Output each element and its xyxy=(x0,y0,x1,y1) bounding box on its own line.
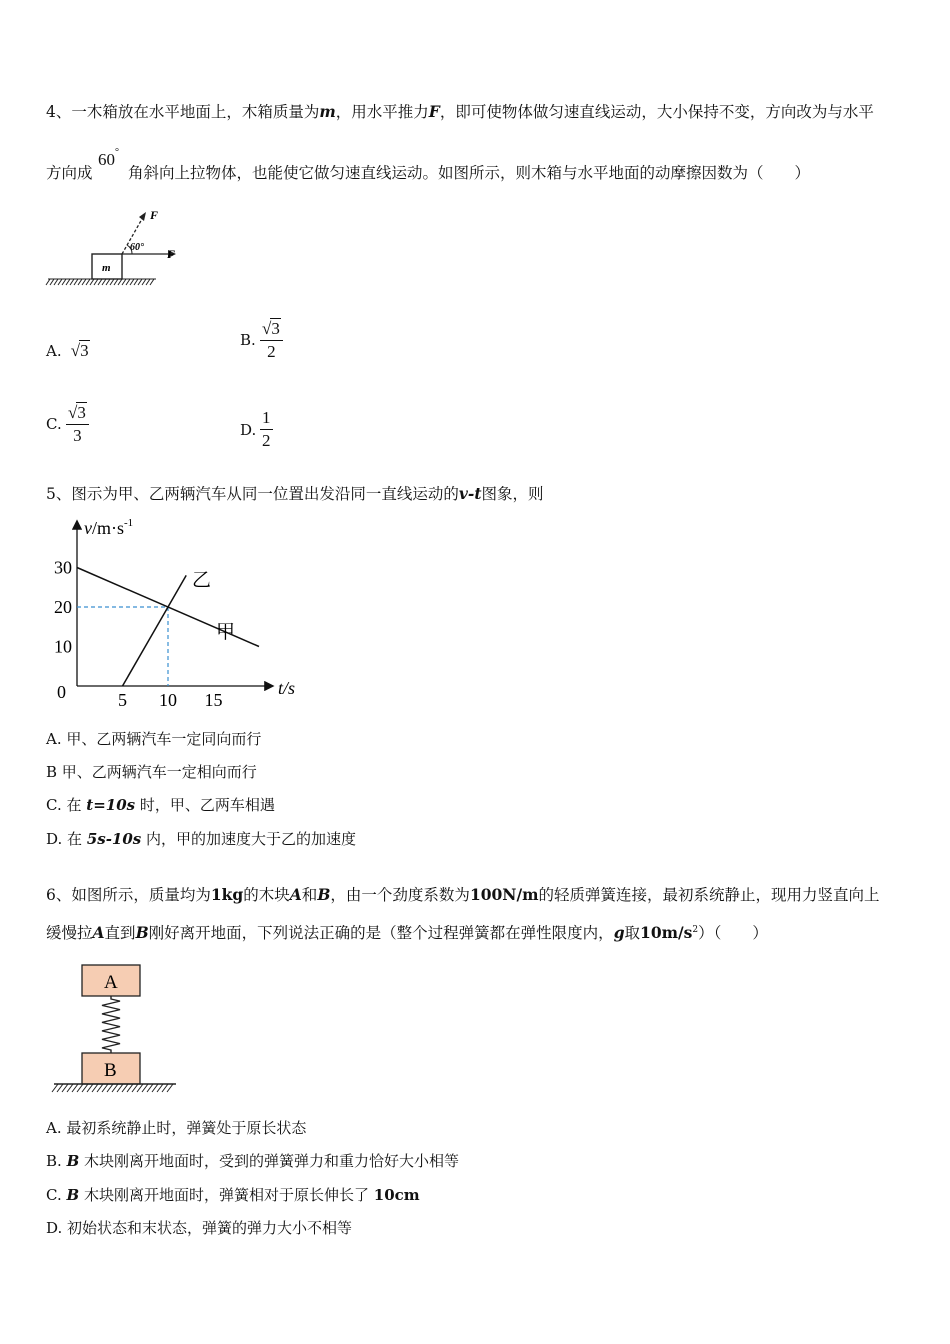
hatch-mark xyxy=(70,279,74,285)
hatch-mark xyxy=(138,279,142,285)
q6-option-b[interactable]: B. B 木块刚离开地面时，受到的弹簧弹力和重力恰好大小相等 xyxy=(46,1152,460,1170)
hatch-mark xyxy=(157,1084,163,1092)
hatch-mark xyxy=(90,279,94,285)
hatch-mark xyxy=(46,279,50,285)
hatch-mark xyxy=(142,279,146,285)
spring xyxy=(102,996,120,1053)
q5-option-c[interactable]: C. 在 t=10s 时，甲、乙两车相遇 xyxy=(46,796,275,814)
hatch-mark xyxy=(107,1084,113,1092)
block-a-label: A xyxy=(104,972,118,993)
q4-box-force-diagram xyxy=(44,204,194,290)
block-b-label: B xyxy=(104,1060,117,1081)
hatch-mark xyxy=(54,279,58,285)
q5-stem: 5、图示为甲、乙两辆汽车从同一位置出发沿同一直线运动的v-t图象，则 xyxy=(46,484,544,503)
y-tick-label: 20 xyxy=(54,597,72,617)
q5-option-d[interactable]: D. 在 5s-10s 内，甲的加速度大于乙的加速度 xyxy=(46,830,357,848)
hatch-mark xyxy=(97,1084,103,1092)
hatch-mark xyxy=(52,1084,58,1092)
hatch-mark xyxy=(112,1084,118,1092)
hatch-mark xyxy=(130,279,134,285)
hatch-mark xyxy=(110,279,114,285)
hatch-mark xyxy=(58,279,62,285)
x-axis-label: t/s xyxy=(278,678,296,698)
hatch-mark xyxy=(82,279,86,285)
q6-option-c[interactable]: C. B 木块刚离开地面时，弹簧相对于原长伸长了 10cm xyxy=(46,1186,420,1204)
hatch-mark xyxy=(162,1084,168,1092)
hatch-mark xyxy=(78,279,82,285)
hatch-mark xyxy=(117,1084,123,1092)
y-axis-label: $v/m\cdot s^{-1}$ xyxy=(84,517,134,538)
q6-option-d[interactable]: D. 初始状态和末状态，弹簧的弹力大小不相等 xyxy=(46,1219,353,1237)
q4-option-d[interactable]: D. $\frac{1}{2}$ xyxy=(240,408,271,450)
hatch-mark xyxy=(94,279,98,285)
q4-option-b[interactable]: B. √ 3 2 xyxy=(240,318,283,362)
hatch-mark xyxy=(98,279,102,285)
x-tick-label: 5 xyxy=(118,690,127,710)
origin-label: 0 xyxy=(57,682,66,702)
hatch-mark xyxy=(62,279,66,285)
hatch-mark xyxy=(134,279,138,285)
hatch-mark xyxy=(57,1084,63,1092)
hatch-mark xyxy=(106,279,110,285)
hatch-mark xyxy=(122,279,126,285)
q6-spring-diagram xyxy=(50,960,180,1100)
hatch-mark xyxy=(102,1084,108,1092)
hatch-mark xyxy=(62,1084,68,1092)
force-label-oblique: F xyxy=(150,208,159,222)
q4-option-c[interactable]: C. √ 3 3 xyxy=(46,402,89,446)
hatch-mark xyxy=(146,279,150,285)
x-tick-label: 10 xyxy=(159,690,177,710)
series-label-yi: 乙 xyxy=(192,570,212,591)
hatch-mark xyxy=(102,279,106,285)
hatch-mark xyxy=(77,1084,83,1092)
q4-option-a[interactable]: A. √ 3 xyxy=(46,341,89,360)
angle-60-degree: 60° xyxy=(98,147,119,169)
hatch-mark xyxy=(132,1084,138,1092)
hatch-mark xyxy=(87,1084,93,1092)
hatch-mark xyxy=(126,279,130,285)
hatch-mark xyxy=(142,1084,148,1092)
series-label-jia: 甲 xyxy=(216,622,236,643)
x-tick-label: 15 xyxy=(204,690,223,710)
fraction-sqrt3-over-3: √ 3 3 xyxy=(66,402,89,446)
q4-stem-line1: 4、一木箱放在水平地面上，木箱质量为m，用水平推力F，即可使物体做匀速直线运动，大小保持不变，方向改为与水平 xyxy=(46,102,874,121)
q5-option-b[interactable]: B 甲、乙两辆汽车一定相向而行 xyxy=(46,763,257,781)
force-label-horizontal: F xyxy=(167,247,176,261)
fraction-1-over-2: $\frac{1}{2}$ xyxy=(262,408,271,450)
ground-hatch xyxy=(46,279,156,285)
hatch-mark xyxy=(67,1084,73,1092)
vt-chart xyxy=(40,512,310,718)
fraction-sqrt3-over-2: √ 3 2 xyxy=(260,318,283,362)
hatch-mark xyxy=(74,279,78,285)
sqrt-3: √ 3 xyxy=(70,341,89,360)
hatch-mark xyxy=(82,1084,88,1092)
hatch-mark xyxy=(150,279,154,285)
hatch-mark xyxy=(137,1084,143,1092)
hatch-mark xyxy=(118,279,122,285)
box-label-m: m xyxy=(102,262,111,274)
hatch-mark xyxy=(86,279,90,285)
hatch-mark xyxy=(92,1084,98,1092)
hatch-mark xyxy=(152,1084,158,1092)
hatch-mark xyxy=(66,279,70,285)
hatch-mark xyxy=(122,1084,128,1092)
q6-stem-line2: 缓慢拉A直到B刚好离开地面，下列说法正确的是（整个过程弹簧都在弹性限度内，g取$10m/s^2$）（ ） xyxy=(46,923,768,942)
hatch-mark xyxy=(167,1084,173,1092)
q6-stem-line1: 6、如图所示，质量均为1kg的木块A和B，由一个劲度系数为100N/m的轻质弹簧连接，最初系统静止，现用力竖直向上 xyxy=(46,885,880,904)
q4-stem-line2-rest: 角斜向上拉物体，也能使它做匀速直线运动。如图所示，则木箱与水平地面的动摩擦因数为（ ） xyxy=(128,164,811,182)
q4-stem-line2: 方向成 xyxy=(46,164,93,182)
hatch-mark xyxy=(72,1084,78,1092)
hatch-mark xyxy=(127,1084,133,1092)
q5-option-a[interactable]: A. 甲、乙两辆汽车一定同向而行 xyxy=(46,730,262,748)
q6-option-a[interactable]: A. 最初系统静止时，弹簧处于原长状态 xyxy=(46,1119,307,1137)
y-tick-label: 10 xyxy=(54,636,72,657)
hatch-mark xyxy=(147,1084,153,1092)
hatch-mark xyxy=(114,279,118,285)
angle-label: 60° xyxy=(130,242,144,253)
hatch-mark xyxy=(50,279,54,285)
y-tick-label: 30 xyxy=(54,557,72,578)
